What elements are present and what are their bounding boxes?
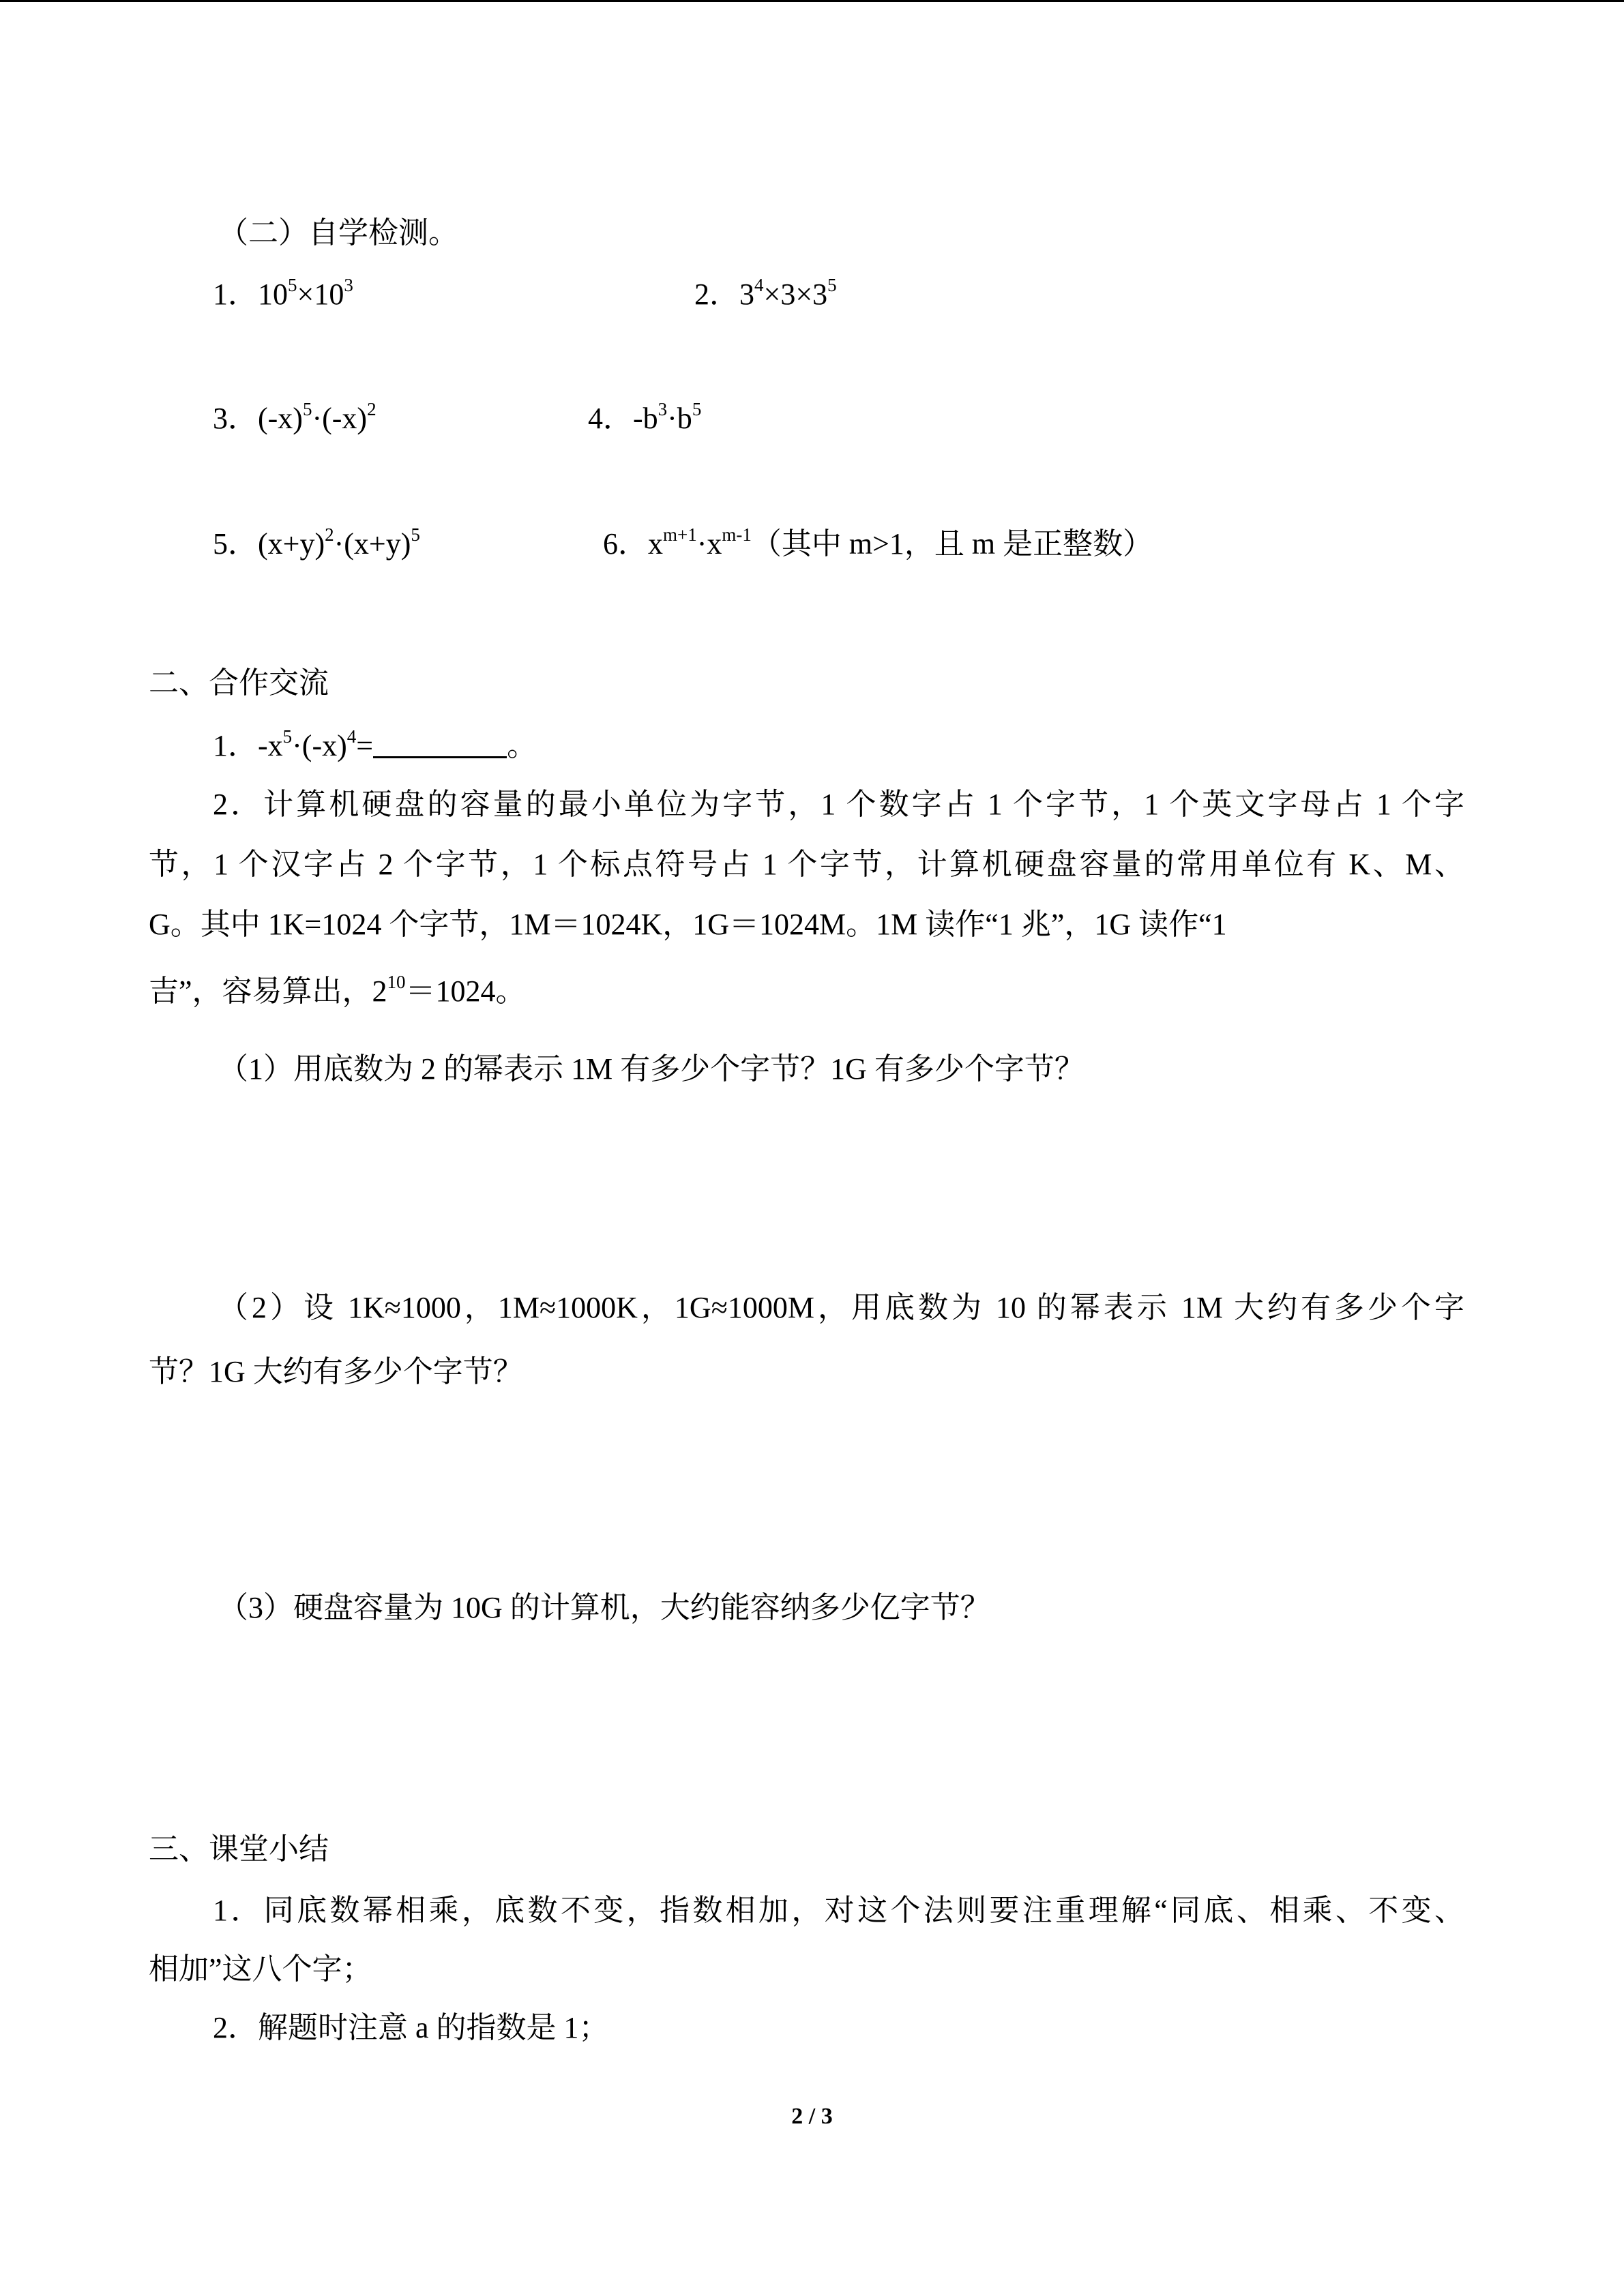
cooperation-subquestion-2-line-1: （2）设 1K≈1000，1M≈1000K，1G≈1000M，用底数为 10 的幂表示 1M 大约有多少个字 bbox=[218, 1291, 1464, 1324]
summary-item-1-line-1: 1．同底数幂相乘，底数不变，指数相加，对这个法则要注重理解“同底、相乘、不变、 bbox=[213, 1894, 1464, 1927]
cooperation-question-2-line-4: 吉”，容易算出，$2^{10}=1024$。 bbox=[149, 972, 526, 1008]
page-number: 2 / 3 bbox=[791, 2104, 833, 2129]
cooperation-subquestion-1: （1）用底数为 2 的幂表示 1M 有多少个字节？1G 有多少个字节？ bbox=[218, 1052, 1084, 1086]
cooperation-question-2-line-2: 节，1 个汉字占 2 个字节，1 个标点符号占 1 个字节，计算机硬盘容量的常用单位有 K、M、 bbox=[149, 848, 1464, 881]
summary-heading: 三、课堂小结 bbox=[149, 1832, 329, 1866]
self-test-item-4: 4．$-b^3\cdot b^5$ bbox=[588, 399, 702, 435]
cooperation-subquestion-2-line-2: 节？1G 大约有多少个字节？ bbox=[149, 1355, 523, 1388]
answer-blank bbox=[373, 733, 507, 758]
self-test-item-3: 3．$(-x)^5\cdot(-x)^2$ bbox=[213, 399, 377, 435]
summary-item-2: 2．解题时注意 a 的指数是 1； bbox=[213, 2011, 609, 2044]
cooperation-question-2-line-1: 2．计算机硬盘的容量的最小单位为字节，1 个数字占 1 个字节，1 个英文字母占 1 个字 bbox=[213, 788, 1464, 821]
self-test-item-5: 5．$(x+y)^2\cdot(x+y)^5$ bbox=[213, 524, 420, 561]
self-test-item-6: 6．$x^{m+1}\cdot x^{m-1}$（其中 m>1，且 m 是正整数） bbox=[603, 524, 1153, 561]
summary-item-1-line-2: 相加”这八个字； bbox=[149, 1952, 372, 1986]
cooperation-subquestion-3: （3）硬盘容量为 10G 的计算机，大约能容纳多少亿字节？ bbox=[218, 1591, 990, 1624]
cooperation-question-1: 1．$-x^5\cdot(-x)^4=$ 。 bbox=[213, 726, 537, 762]
self-test-item-2: 2．$3^4\times 3\times 3^5$ bbox=[694, 275, 837, 311]
self-test-heading: （二）自学检测。 bbox=[218, 216, 458, 250]
cooperation-heading: 二、合作交流 bbox=[149, 666, 329, 700]
self-test-item-1: 1．$10^5\times 10^3$ bbox=[213, 275, 353, 311]
top-border bbox=[0, 0, 1624, 2]
cooperation-question-2-line-3: G。其中 1K=1024 个字节，1M＝1024K，1G＝1024M。1M 读作“1 兆”，1G 读作“1 bbox=[149, 908, 1227, 941]
